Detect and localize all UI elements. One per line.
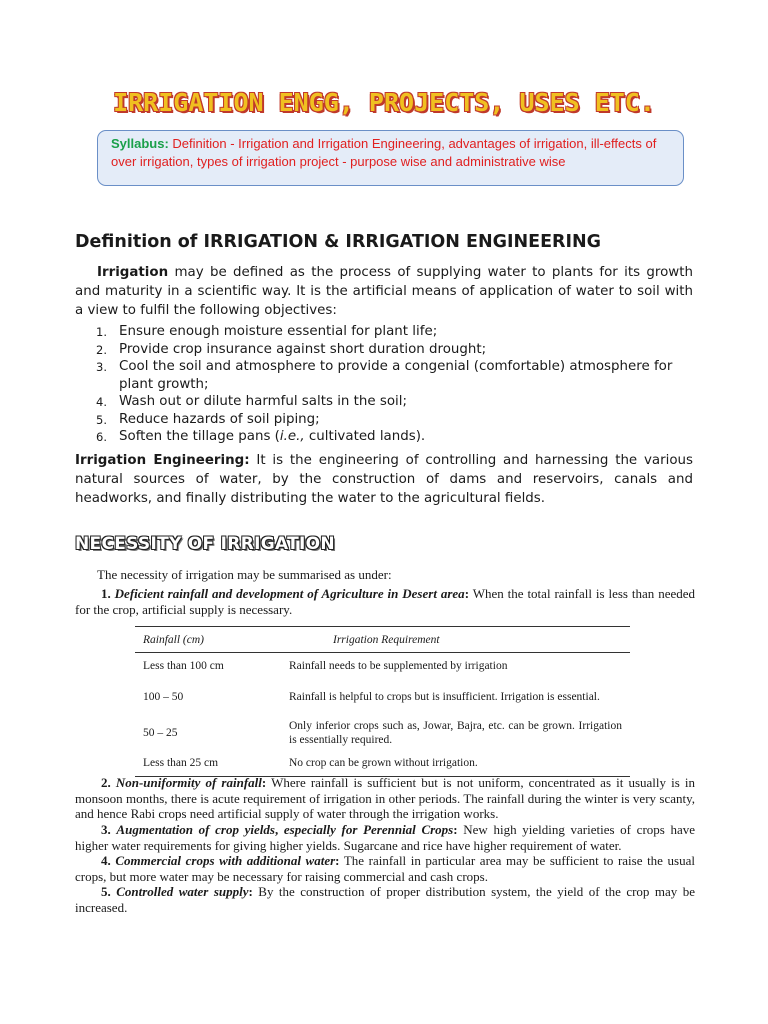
- necessity-intro: The necessity of irrigation may be summarised as under:: [97, 567, 392, 582]
- irrigation-definition-text: may be defined as the process of supplying water to plants for its growth and maturity in a scientific way. It is the artificial means of application of water to soil with a view to fulfil the following objectives:: [75, 265, 693, 318]
- rainfall-table: [135, 626, 630, 777]
- necessity-heading: NECESSITY OF IRRIGATION: [75, 534, 335, 554]
- irrigation-engineering-text: It is the engineering of controlling and harnessing the various natural sources of water, by the construction of dams and reservoirs, canals and headworks, and finally distributing the water to the agricultural fields.: [75, 453, 693, 506]
- table-row: Less than 100 cm Rainfall needs to be supplemented by irrigation: [143, 659, 508, 672]
- list-item: 2. Provide crop insurance against short duration drought;: [96, 341, 487, 357]
- page-title: IRRIGATION ENGG, PROJECTS, USES ETC.: [113, 88, 655, 117]
- syllabus-label: Syllabus:: [111, 136, 169, 151]
- irrigation-definition-paragraph: [75, 263, 693, 320]
- list-item: 3. Cool the soil and atmosphere to provide a congenial (comfortable) atmosphere for plant growth;: [96, 359, 673, 392]
- syllabus-text: Definition - Irrigation and Irrigation Engineering, advantages of irrigation, ill-effects of over irrigation, types of irrigation project - purpose wise and administrative wise: [111, 136, 657, 169]
- irrigation-engineering-paragraph: [75, 451, 693, 508]
- syllabus-box: [97, 130, 684, 186]
- necessity-point-2: 2. Non-uniformity of rainfall: Where rainfall is sufficient but is not uniform, concentrated as it usually is in monsoon months, there is acute requirement of irrigation in other periods. The rainfall during the winter is very scanty, and hence Rabi crops need artificial supply of water through the irrigation works.: [75, 775, 695, 821]
- irrigation-engineering-term: Irrigation Engineering:: [75, 453, 250, 468]
- definition-heading: Definition of IRRIGATION & IRRIGATION ENGINEERING: [75, 232, 602, 252]
- list-item: 6. Soften the tillage pans (i.e., cultivated lands).: [96, 429, 426, 444]
- necessity-point-3: 3. Augmentation of crop yields, especially for Perennial Crops: New high yielding varieties of crops have higher water requirements for giving higher yields. Sugarcane and rice have higher requirement of water.: [75, 822, 696, 853]
- necessity-point-5: 5. Controlled water supply: By the construction of proper distribution system, the yield of the crop may be increased.: [75, 884, 695, 915]
- objectives-list: [75, 323, 695, 446]
- list-item: 5. Reduce hazards of soil piping;: [96, 411, 320, 427]
- table-row: 50 – 25 Only inferior crops such as, Jowar, Bajra, etc. can be grown. Irrigation is essentially required.: [143, 719, 622, 746]
- table-row: 100 – 50 Rainfall is helpful to crops but is insufficient. Irrigation is essential.: [143, 690, 600, 703]
- irrigation-term: Irrigation: [97, 265, 169, 280]
- list-item: 4. Wash out or dilute harmful salts in the soil;: [96, 394, 408, 409]
- table-header-rainfall: Rainfall (cm): [135, 627, 281, 653]
- necessity-point-1: 1. Deficient rainfall and development of Agriculture in Desert area: When the total rainfall is less than needed for the crop, artificial supply is necessary.: [75, 586, 695, 617]
- list-item: 1. Ensure enough moisture essential for plant life;: [96, 324, 438, 339]
- table-row: Less than 25 cm No crop can be grown without irrigation.: [135, 751, 630, 777]
- necessity-point-4: 4. Commercial crops with additional water: The rainfall in particular area may be sufficient to raise the usual crops, but more water may be necessary for raising commercial and cash crops.: [75, 853, 695, 884]
- table-header-requirement: Irrigation Requirement: [281, 627, 630, 653]
